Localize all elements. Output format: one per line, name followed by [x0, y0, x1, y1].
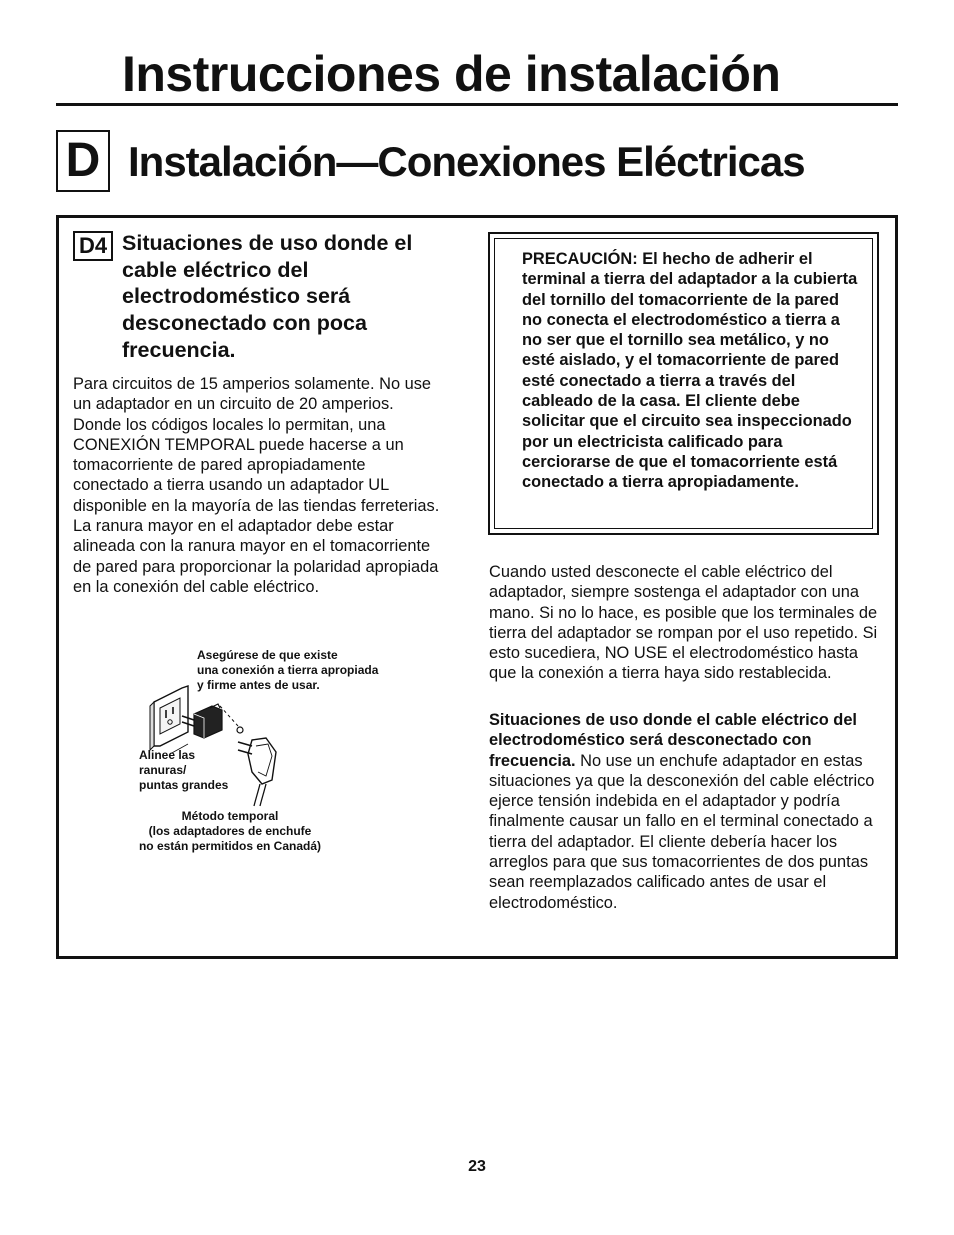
subsection-badge: D4 [73, 231, 113, 261]
ground-screw-icon [237, 727, 243, 733]
figure-label-ground-line-3: y firme antes de usar. [197, 678, 320, 692]
appliance-cord [254, 784, 260, 806]
right-body-paragraph-2-text: No use un enchufe adaptador en estas situaciones ya que la desconexión del cable eléctrico ejerce tensión indebida en el adaptador y podría finalmente causar un fallo en el terminal conectado a tierra del adaptador. El cliente debería hacer los arreglos para que sus tomacorrientes de dos puntas sean reemplazados calificado antes de usar el electrodoméstico. [489, 751, 875, 912]
subsection-heading: Situaciones de uso donde el cable eléctrico del electrodoméstico será desconectado con poca frecuencia. [122, 231, 413, 362]
figure-label-ground-line-1: Asegúrese de que existe [197, 648, 338, 662]
left-body-text: Para circuitos de 15 amperios solamente. No use un adaptador en un circuito de 20 amperios. Donde los códigos locales lo permitan, una CONEXIÓN TEMPORAL puede hacerse a un tomacorriente de pared apropiadamente conectado a tierra usando un adaptador UL disponible en la mayoría de las tiendas ferreterias. La ranura mayor en el adaptador debe estar alineada con la ranura mayor en el tomacorriente de pared para proporcionar la polaridad apropiada en la conexión del cable eléctrico. [73, 375, 440, 596]
right-body-paragraph-1: Cuando usted desconecte el cable eléctrico del adaptador, siempre sostenga el adaptador con una mano. Si no lo hace, es posible que los terminales de tierra del adaptador se rompan por el uso repetido. Si esto sucediera, NO USE el electrodoméstico hasta que la conexión a tierra haya sido restablecida. [489, 563, 878, 683]
page-number: 23 [468, 1158, 486, 1175]
figure-label-ground-line-2: una conexión a tierra apropiada [197, 663, 379, 677]
figure-caption-line-2: (los adaptadores de enchufe [148, 824, 312, 838]
adapter-body [194, 706, 222, 738]
page-title: Instrucciones de instalación [122, 46, 781, 102]
adapter-plug-illustration [140, 680, 290, 808]
title-divider [56, 103, 898, 106]
figure-caption-line-1: Método temporal [181, 809, 279, 823]
wall-outlet-edge [150, 702, 154, 750]
figure-caption [120, 809, 340, 854]
right-body-paragraph-2-heading: Situaciones de uso donde el cable eléctrico del electrodoméstico será desconectado con frecuencia. [489, 711, 857, 770]
section-letter-badge: D [56, 130, 110, 192]
section-title: Instalación—Conexiones Eléctricas [128, 138, 805, 185]
figure-label-align-line-2: ranuras/ [139, 763, 187, 777]
figure-label-align-line-3: puntas grandes [139, 778, 229, 792]
right-body-paragraph-2 [489, 710, 881, 913]
figure-caption-line-3: no están permitidos en Canadá) [138, 839, 322, 853]
caution-text: PRECAUCIÓN: El hecho de adherir el terminal a tierra del adaptador a la cubierta del tornillo del tomacorriente de la pared no conecta el electrodoméstico a tierra a no ser que el tornillo sea metálico, y no esté aislado, y el tomacorriente de pared esté conectado a tierra a través del cableado de la casa. El cliente debe solicitar que el circuito sea inspeccionado por un electricista calificado para cerciorarse de que el tomacorriente está conectado a tierra apropiadamente. [522, 250, 858, 492]
figure-label-align-line-1: Alinee las [139, 748, 196, 762]
